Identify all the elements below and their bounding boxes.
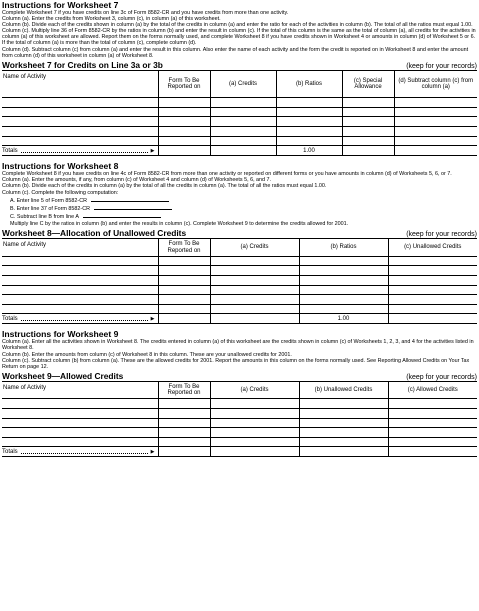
- table-row[interactable]: [2, 98, 477, 108]
- ratio-total: 1.00: [299, 314, 388, 324]
- ws8-keep-note: (keep for your records): [406, 231, 477, 239]
- col-form: Form To Be Reported on: [158, 382, 210, 399]
- ws9-table-title-row: [2, 370, 477, 382]
- totals-row[interactable]: [2, 447, 477, 457]
- col-subtract: (d) Subtract column (c) from column (a): [394, 71, 477, 98]
- table-row[interactable]: [2, 295, 477, 305]
- ws7-para: Column (d). Subtract column (c) from column (a) and enter the result in this column. Also enter the name of each activity and the form the credit is reported on in Worksheet 8 and enter the amount from column (d) of this worksheet in column (a) of Worksheet 8.: [2, 46, 469, 59]
- table-row[interactable]: [2, 418, 477, 428]
- totals-label: Totals: [2, 315, 18, 322]
- table-row[interactable]: [2, 136, 477, 146]
- ws8-instructions-title: Instructions for Worksheet 8: [2, 161, 119, 172]
- col-credits: (a) Credits: [210, 382, 299, 399]
- table-row[interactable]: [2, 285, 477, 295]
- table-row[interactable]: [2, 408, 477, 418]
- col-form: Form To Be Reported on: [158, 71, 210, 98]
- ws7-table-title: Worksheet 7 for Credits on Line 3a or 3b: [2, 59, 163, 70]
- table-row[interactable]: [2, 428, 477, 438]
- col-unallowed-credits: (b) Unallowed Credits: [299, 382, 388, 399]
- col-credits: (a) Credits: [210, 239, 299, 256]
- arrow-right-icon: ▶: [150, 448, 155, 455]
- table-row[interactable]: [2, 304, 477, 314]
- ws8-after: Multiply line C by the ratios in column (b) and enter the results in column (c). Complete Worksheet 9 to determine the credits allowed for 2001.: [10, 221, 349, 228]
- table-row[interactable]: [2, 275, 477, 285]
- worksheet-8-table: [2, 239, 477, 324]
- worksheet-9-table: [2, 382, 477, 457]
- ws7-para: Column (a). Enter the credits from Worksheet 3, column (c), in column (a) of this worksheet.: [2, 16, 221, 23]
- page: [2, 0, 477, 457]
- ws7-para: Column (c). Multiply line 36 of Form 8582-CR by the ratios in column (b) and enter the result in column (c). If the total of this column is the same as the total of column (a), all credits for the activities in column (a) of this worksheet are allowed. Report them on the forms normally used, and complete Worksheet 8 if you have credits shown in Worksheet 4 or amounts in column (d) of Worksheet 5 or 6. If the total of column (a) is more than the total of column (c), complete column (d).: [2, 28, 476, 47]
- totals-label: Totals: [2, 147, 18, 154]
- ws8-para: Column (a). Enter the amounts, if any, from column (c) of Worksheet 4 and column (d) of Worksheets 5, 6, and 7.: [2, 177, 272, 184]
- ws8-para: Complete Worksheet 8 if you have credits on line 4c of Form 8582-CR from more than one activity or reported on different forms or you have amounts in column (d) of Worksheets 5, 6, or 7.: [2, 171, 452, 178]
- ws8-table-title: Worksheet 8—Allocation of Unallowed Credits: [2, 228, 187, 239]
- ws9-para: Column (c). Subtract column (b) from column (a). These are the allowed credits for 2001. Report the amounts in this column on the forms normally used. See Reporting Allowed Credits on Your Tax Return on page 12.: [2, 357, 470, 370]
- arrow-right-icon: ▶: [150, 315, 155, 322]
- arrow-right-icon: ▶: [150, 147, 155, 154]
- totals-row[interactable]: [2, 314, 477, 324]
- table-row[interactable]: [2, 256, 477, 266]
- col-ratios: (b) Ratios: [299, 239, 388, 256]
- ws9-instructions-title: Instructions for Worksheet 9: [2, 329, 119, 340]
- table-row[interactable]: [2, 117, 477, 127]
- ws8-computation: [10, 197, 477, 222]
- col-ratios: (b) Ratios: [276, 71, 342, 98]
- ws7-instructions-title: Instructions for Worksheet 7: [2, 0, 119, 10]
- col-special-allowance: (c) Special Allowance: [342, 71, 394, 98]
- col-unallowed-credits: (c) Unallowed Credits: [388, 239, 477, 256]
- ws8-para: Column (b). Divide each of the credits in column (a) by the total of all the credits in column (a). The total of all the ratios must equal 1.00.: [2, 183, 327, 190]
- ratio-total: 1.00: [276, 146, 342, 156]
- table-row[interactable]: [2, 266, 477, 276]
- table-row[interactable]: [2, 437, 477, 447]
- ws7-keep-note: (keep for your records): [406, 62, 477, 70]
- ws7-para: Column (b). Divide each of the credits shown in column (a) by the total of the credits in column (a) and enter the ratio for each of the activities in column (b). The total of all the ratios must equal 1.00.: [2, 22, 473, 29]
- totals-row[interactable]: [2, 146, 477, 156]
- calc-line-c: C. Subtract line B from line A: [10, 214, 79, 220]
- col-credits: (a) Credits: [210, 71, 276, 98]
- table-row[interactable]: [2, 127, 477, 137]
- worksheet-7-table: [2, 71, 477, 156]
- ws8-para: Column (c). Complete the following computation:: [2, 189, 119, 196]
- table-row[interactable]: [2, 107, 477, 117]
- table-row[interactable]: [2, 399, 477, 409]
- ws7-para: Complete Worksheet 7 if you have credits on line 3c of Form 8582-CR and you have credits from more than one activity.: [2, 10, 289, 16]
- totals-label: Totals: [2, 448, 18, 455]
- ws9-para: Column (b). Enter the amounts from column (c) of Worksheet 8 in this column. These are your unallowed credits for 2001.: [2, 351, 292, 358]
- col-form: Form To Be Reported on: [158, 239, 210, 256]
- ws7-table-title-row: [2, 59, 477, 71]
- ws9-table-title: Worksheet 9—Allowed Credits: [2, 370, 124, 381]
- col-name-of-activity: Name of Activity: [2, 239, 158, 256]
- ws8-table-title-row: [2, 227, 477, 239]
- calc-line-a: A. Enter line 5 of Form 8582-CR: [10, 197, 87, 204]
- ws9-para: Column (a). Enter all the activities shown in Worksheet 8. The credits entered in column (a) of this worksheet are the credits shown in column (c) of Worksheets 1, 2, 3, and 4 for the activities listed in Worksheet 8.: [2, 339, 474, 352]
- calc-line-b: B. Enter line 37 of Form 8582-CR: [10, 205, 90, 212]
- col-name-of-activity: Name of Activity: [2, 71, 158, 98]
- col-name-of-activity: Name of Activity: [2, 382, 158, 399]
- ws9-keep-note: (keep for your records): [406, 373, 477, 381]
- col-allowed-credits: (c) Allowed Credits: [388, 382, 477, 399]
